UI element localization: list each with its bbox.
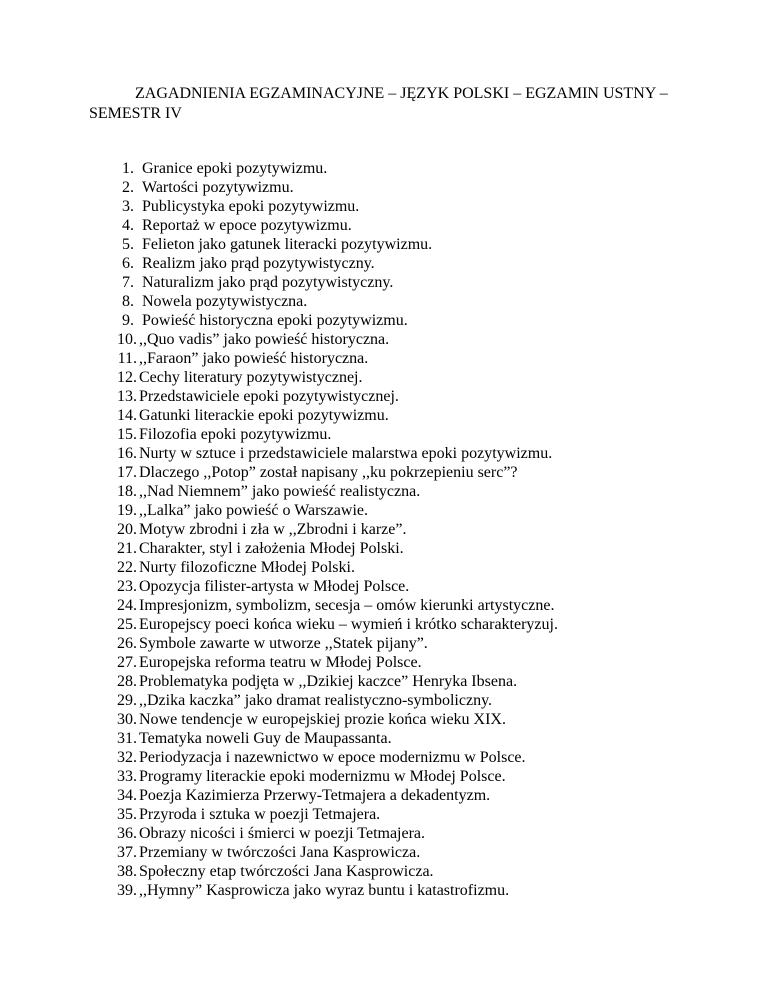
list-item-number: 32.: [117, 749, 137, 766]
list-item-text: Poezja Kazimierza Przerwy-Tetmajera a dekadentyzm.: [139, 787, 491, 804]
list-item-text: Symbole zawarte w utworze ,,Statek pijany”.: [139, 635, 428, 652]
list-item-number: 31.: [117, 730, 137, 747]
list-item-number: 20.: [117, 521, 137, 538]
list-item-number: 22.: [117, 559, 137, 576]
list-item-number: 21.: [117, 540, 137, 557]
list-item-text: Impresjonizm, symbolizm, secesja – omów kierunki artystyczne.: [139, 597, 555, 614]
list-item-number: 24.: [117, 597, 137, 614]
list-item-text: Nowela pozytywistyczna.: [142, 293, 308, 310]
list-item-number: 10.: [117, 331, 137, 348]
list-item-text: Reportaż w epoce pozytywizmu.: [142, 217, 352, 234]
list-item-number: 34.: [117, 787, 137, 804]
list-item-text: ,,Faraon” jako powieść historyczna.: [139, 350, 369, 367]
list-item-number: 23.: [117, 578, 137, 595]
list-item-number: 15.: [117, 426, 137, 443]
list-item-number: 9.: [122, 312, 134, 329]
list-item-text: Periodyzacja i nazewnictwo w epoce modernizmu w Polsce.: [139, 749, 526, 766]
list-item-number: 37.: [117, 844, 137, 861]
list-item-number: 29.: [117, 692, 137, 709]
list-item-text: Felieton jako gatunek literacki pozytywizmu.: [142, 236, 433, 253]
list-item-number: 17.: [117, 464, 137, 481]
list-item-text: Nurty filozoficzne Młodej Polski.: [139, 559, 355, 576]
list-item-number: 33.: [117, 768, 137, 785]
list-item-number: 16.: [117, 445, 137, 462]
list-item-text: Przyroda i sztuka w poezji Tetmajera.: [139, 806, 381, 823]
list-item-text: Przemiany w twórczości Jana Kasprowicza.: [139, 844, 421, 861]
list-item-text: ,,Dzika kaczka” jako dramat realistyczno-symboliczny.: [139, 692, 493, 709]
list-item-number: 6.: [122, 255, 134, 272]
list-item-text: Dlaczego ,,Potop” został napisany ,,ku pokrzepieniu serc”?: [139, 464, 518, 481]
list-item-text: Realizm jako prąd pozytywistyczny.: [142, 255, 375, 272]
document-title: ZAGADNIENIA EGZAMINACYJNE – JĘZYK POLSKI – EGZAMIN USTNY – SEMESTR IV: [89, 85, 668, 122]
list-item-text: ,,Nad Niemnem” jako powieść realistyczna.: [139, 483, 421, 500]
list-item-number: 4.: [122, 217, 134, 234]
list-item-number: 5.: [122, 236, 134, 253]
list-item-number: 12.: [117, 369, 137, 386]
list-item-text: Problematyka podjęta w ,,Dzikiej kaczce” Henryka Ibsena.: [139, 673, 518, 690]
list-item-text: Wartości pozytywizmu.: [142, 179, 294, 196]
list-item-text: Cechy literatury pozytywistycznej.: [139, 369, 363, 386]
list-item-number: 3.: [122, 198, 134, 215]
list-item-number: 2.: [122, 179, 134, 196]
list-item-text: Publicystyka epoki pozytywizmu.: [142, 198, 360, 215]
list-item-text: Nowe tendencje w europejskiej prozie końca wieku XIX.: [139, 711, 506, 728]
list-item-text: Powieść historyczna epoki pozytywizmu.: [142, 312, 408, 329]
list-item-text: Charakter, styl i założenia Młodej Polski.: [139, 540, 404, 557]
list-item-number: 35.: [117, 806, 137, 823]
list-item-number: 26.: [117, 635, 137, 652]
list-item-text: Programy literackie epoki modernizmu w Młodej Polsce.: [139, 768, 506, 785]
list-item-text: Granice epoki pozytywizmu.: [142, 160, 328, 177]
list-item-number: 25.: [117, 616, 137, 633]
list-item-number: 8.: [122, 293, 134, 310]
list-item-text: ,,Lalka” jako powieść o Warszawie.: [139, 502, 368, 519]
list-item-number: 13.: [117, 388, 137, 405]
list-item-number: 1.: [122, 160, 134, 177]
list-item-number: 36.: [117, 825, 137, 842]
list-item-number: 19.: [117, 502, 137, 519]
list-item-text: ,,Hymny” Kasprowicza jako wyraz buntu i katastrofizmu.: [139, 882, 510, 899]
list-item-text: Europejscy poeci końca wieku – wymień i krótko scharakteryzuj.: [139, 616, 558, 633]
list-item-text: Tematyka noweli Guy de Maupassanta.: [139, 730, 392, 747]
list-item-number: 27.: [117, 654, 137, 671]
list-item-number: 14.: [117, 407, 137, 424]
list-item-text: ,,Quo vadis” jako powieść historyczna.: [139, 331, 390, 348]
list-item-number: 39.: [117, 882, 137, 899]
list-item-text: Społeczny etap twórczości Jana Kasprowicza.: [139, 863, 434, 880]
list-item-text: Opozycja filister-artysta w Młodej Polsce.: [139, 578, 410, 595]
list-item-text: Motyw zbrodni i zła w ,,Zbrodni i karze”.: [139, 521, 407, 538]
list-item-text: Europejska reforma teatru w Młodej Polsce.: [139, 654, 422, 671]
list-item-text: Naturalizm jako prąd pozytywistyczny.: [142, 274, 394, 291]
list-item-number: 18.: [117, 483, 137, 500]
list-item-text: Filozofia epoki pozytywizmu.: [139, 426, 332, 443]
list-item-number: 28.: [117, 673, 137, 690]
list-item-number: 11.: [117, 350, 137, 367]
list-item-number: 38.: [117, 863, 137, 880]
list-item-number: 7.: [122, 274, 134, 291]
list-item-text: Przedstawiciele epoki pozytywistycznej.: [139, 388, 399, 405]
list-item-text: Obrazy nicości i śmierci w poezji Tetmajera.: [139, 825, 426, 842]
list-item-number: 30.: [117, 711, 137, 728]
list-item-text: Gatunki literackie epoki pozytywizmu.: [139, 407, 389, 424]
list-item-text: Nurty w sztuce i przedstawiciele malarstwa epoki pozytywizmu.: [139, 445, 553, 462]
